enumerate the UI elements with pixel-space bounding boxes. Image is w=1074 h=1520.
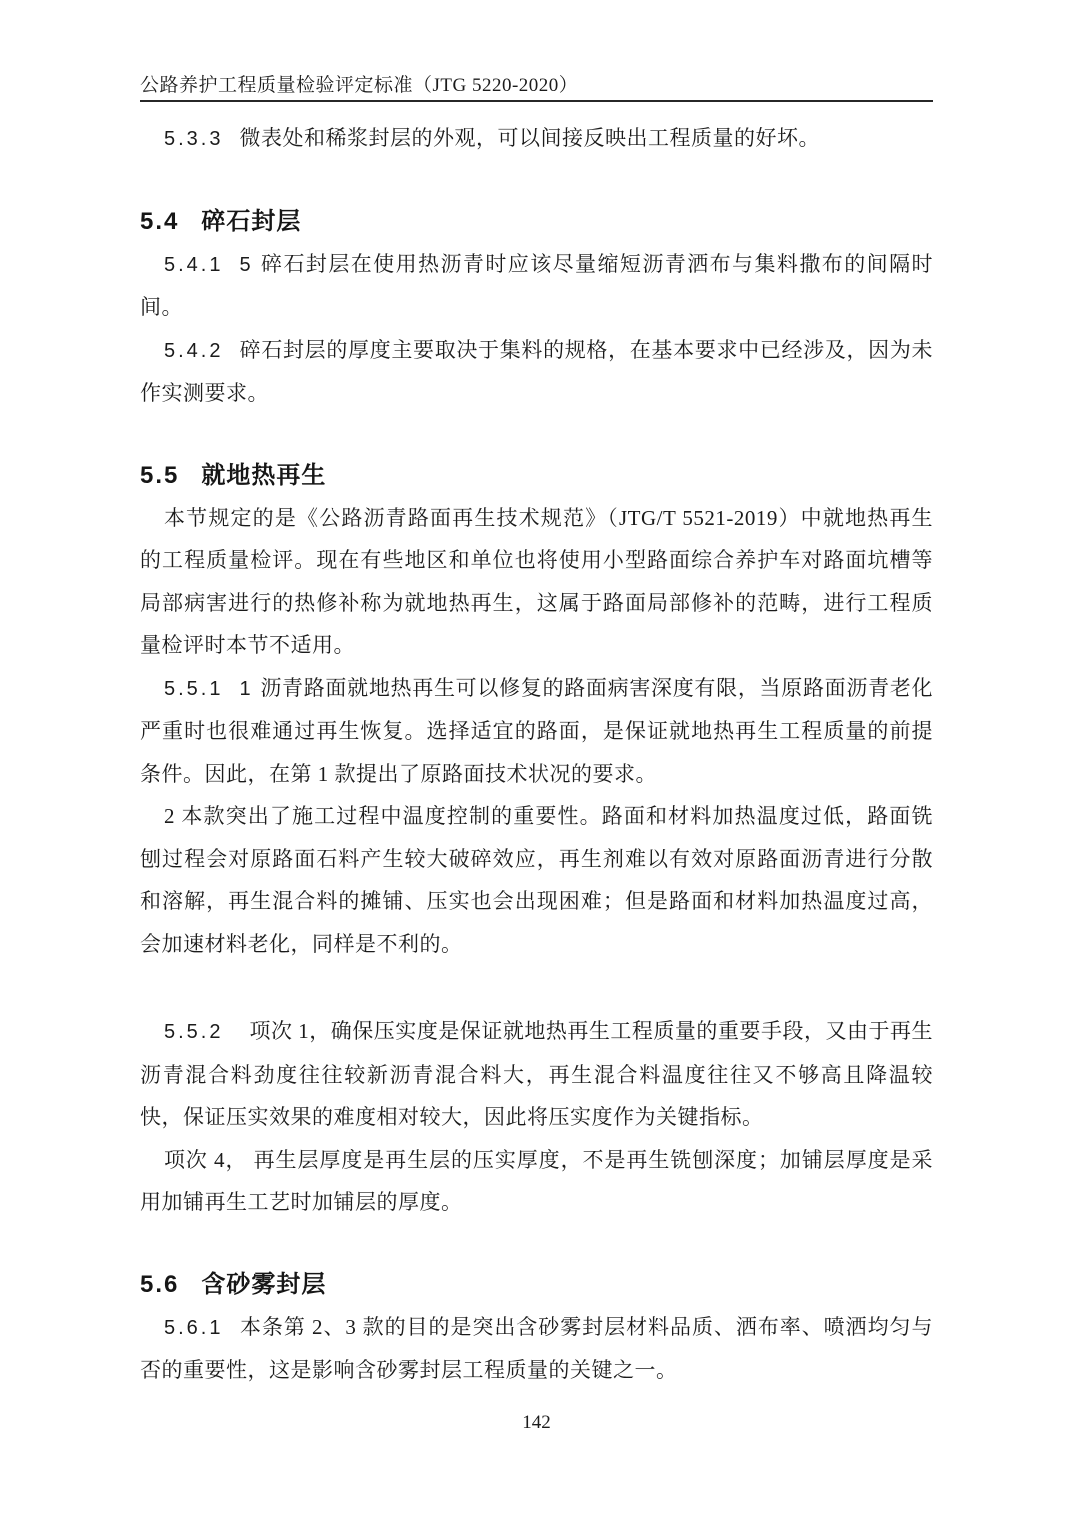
section-title: 就地热再生 (201, 461, 327, 489)
clause-number: 5.5.2 (164, 1021, 224, 1043)
section-heading-5-4 (140, 207, 933, 237)
section-title: 碎石封层 (201, 207, 302, 235)
clause-5-3-3 (140, 117, 933, 161)
page-footer (140, 1413, 933, 1433)
page-number: 142 (522, 1411, 551, 1433)
clause-number: 5.6.1 (164, 1316, 224, 1339)
clause-number: 5.5.1 (164, 677, 224, 700)
clause-text: 微表处和稀浆封层的外观，可以间接反映出工程质量的好坏。 (239, 126, 820, 150)
paragraph-text: 本节规定的是《公路沥青路面再生技术规范》（JTG/T 5521-2019）中就地热再生的工程质量检评。现在有些地区和单位也将使用小型路面综合养护车对路面坑槽等局部病害进行的热修补称为就地热再生，这属于路面局部修补的范畴，进行工程质量检评时本节不适用。 (140, 505, 933, 657)
clause-number: 5.4.2 (164, 339, 224, 362)
page-header (140, 75, 933, 102)
paragraph-5-5-1-item-2 (140, 795, 933, 965)
clause-text: 项次 1，确保压实度是保证就地热再生工程质量的重要手段，又由于再生沥青混合料劲度往往较新沥青混合料大，再生混合料温度往往又不够高且降温较快，保证压实效果的难度相对较大，因此将压实度作为关键指标。 (140, 1019, 933, 1129)
clause-5-4-1 (140, 243, 933, 329)
section-number: 5.5 (140, 461, 180, 489)
paragraph-text: 项次 4， 再生层厚度是再生层的压实厚度，不是再生铣刨深度；加铺层厚度是采用加铺再生工艺时加铺层的厚度。 (140, 1147, 933, 1214)
clause-text: 本条第 2、3 款的目的是突出含砂雾封层材料品质、洒布率、喷洒均匀与否的重要性，这是影响含砂雾封层工程质量的关键之一。 (140, 1314, 933, 1382)
header-running-title: 公路养护工程质量检验评定标准（JTG 5220-2020） (140, 75, 579, 96)
document-body (140, 117, 933, 1392)
clause-text: 碎石封层的厚度主要取决于集料的规格，在基本要求中已经涉及，因为未作实测要求。 (140, 337, 933, 405)
clause-number: 5.3.3 (164, 128, 224, 150)
clause-text: 沥青路面就地热再生可以修复的路面病害深度有限，当原路面沥青老化严重时也很难通过再生恢复。选择适宜的路面，是保证就地热再生工程质量的前提条件。因此，在第 1 款提出了原路面技术状况的要求。 (140, 675, 933, 786)
clause-item-number: 5 (239, 253, 252, 276)
section-heading-5-6 (140, 1270, 933, 1300)
clause-5-5-2 (140, 1010, 933, 1139)
section-heading-5-5 (140, 461, 933, 491)
clause-number: 5.4.1 (164, 253, 224, 276)
clause-5-6-1 (140, 1306, 933, 1392)
paragraph-5-5-2-item-4 (140, 1139, 933, 1224)
clause-5-5-1 (140, 667, 933, 796)
section-number: 5.4 (140, 207, 180, 235)
clause-5-4-2 (140, 329, 933, 415)
paragraph-text: 2 本款突出了施工过程中温度控制的重要性。路面和材料加热温度过低，路面铣刨过程会对原路面石料产生较大破碎效应，再生剂难以有效对原路面沥青进行分散和溶解，再生混合料的摊铺、压实也会出现困难；但是路面和材料加热温度过高，会加速材料老化，同样是不利的。 (140, 804, 933, 956)
section-number: 5.6 (140, 1270, 180, 1298)
paragraph-5-5-intro (140, 497, 933, 667)
section-title: 含砂雾封层 (201, 1270, 327, 1298)
clause-text: 碎石封层在使用热沥青时应该尽量缩短沥青洒布与集料撒布的间隔时间。 (140, 251, 933, 319)
clause-item-number: 1 (239, 677, 252, 700)
